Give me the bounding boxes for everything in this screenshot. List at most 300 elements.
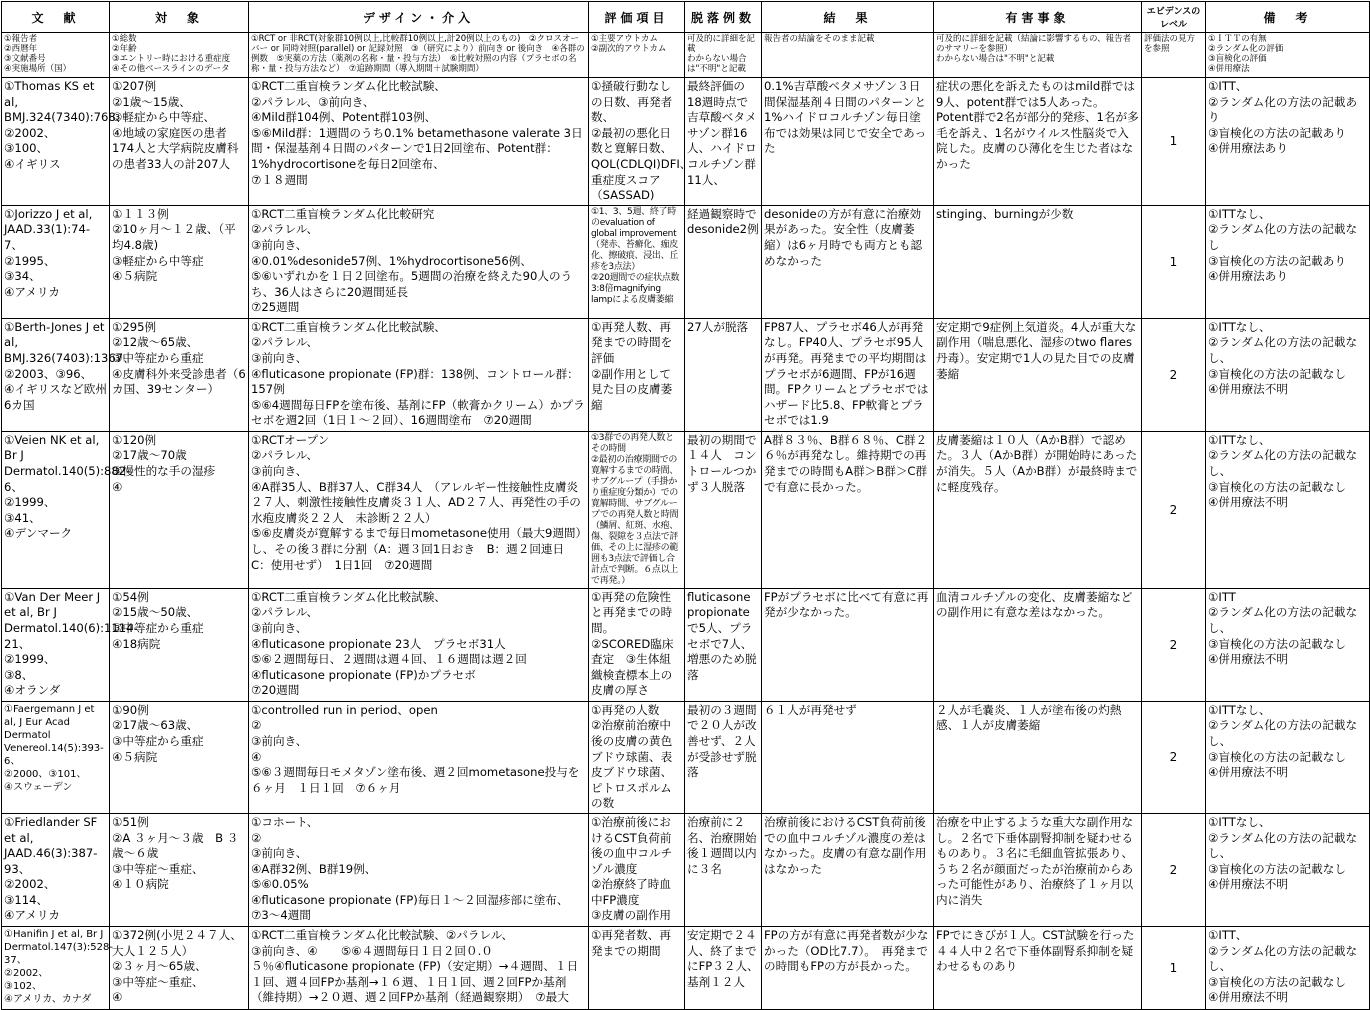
cell-line: ②パラレル、③前向き、 bbox=[251, 94, 375, 109]
cell-line: ②ランダム化の方法の記載なし、 bbox=[1208, 605, 1358, 635]
cell-line: ②最初の治療期間での寛解するまでの時間、サブグループ（手掛かり重症度分類か）での寛解時間、サブグループでの再発人数と時間（鱗屑、紅斑、水疱、傷、裂隙を３点法で評価、その上に湿疹の範囲も3点法で評価し合計点で判断。６点以上で再発。） bbox=[591, 454, 679, 586]
cell-line: ③慢性的な手の湿疹 bbox=[112, 463, 216, 478]
cell-line: ④併用療法不明 bbox=[1208, 877, 1288, 892]
cell-line: ①コホート、 bbox=[251, 814, 319, 829]
col-header-dropout: 脱落例数 bbox=[685, 2, 762, 33]
cell-line: ④皮膚科外来受診患者（6カ国、39センター） bbox=[112, 366, 246, 397]
subheader-line: ①総数 bbox=[112, 34, 137, 44]
cell-line: ②17歳〜63歳、 bbox=[112, 718, 199, 733]
cell-line: ③中等症〜重症、 bbox=[112, 974, 204, 989]
design-cell bbox=[249, 431, 589, 588]
cell-line: 血清コルチゾルの変化、皮膚萎縮などの副作用に有意な差はなかった。 bbox=[936, 589, 1133, 620]
cell-line: ①120例 bbox=[112, 432, 157, 447]
cell-line: ③102、 bbox=[4, 980, 43, 992]
cell-line: ④アメリカ、カナダ bbox=[4, 993, 92, 1005]
level-cell: 2 bbox=[1142, 431, 1206, 588]
cell-line: ①RCT二重盲検ランダム化比較試験、②パラレル、 bbox=[251, 927, 514, 942]
cell-line: ①Friedlander SF et al, bbox=[4, 814, 102, 845]
cell-line: ①ITTなし、 bbox=[1208, 206, 1271, 221]
table-row bbox=[2, 813, 1370, 926]
subheader-line: ①主要アウトカム bbox=[591, 34, 658, 44]
cell-line: ③前向き、 bbox=[251, 620, 308, 635]
cell-line: ③盲検化の方法の記載なし bbox=[1208, 366, 1346, 381]
subheader-line: ②西暦年 bbox=[4, 44, 38, 54]
cell-line: 安定期で9症例上気道炎。4人が重大な副作用（喘息悪化、湿疹のtwo flares 丹毒）。安定期で1人の見た目での皮膚萎縮 bbox=[936, 319, 1137, 381]
cell-line: ④併用療法不明 bbox=[1208, 495, 1288, 510]
cell-line: ②最初の悪化日数と寛解日数、QOL(CDLQI)DFI、重症度スコア（SASSAD) bbox=[591, 125, 692, 203]
target-cell bbox=[110, 318, 249, 431]
cell-line: ② bbox=[251, 830, 262, 845]
cell-line: ①3群での再発人数とその時間 bbox=[591, 432, 674, 454]
cell-line: ③前向き、 bbox=[251, 350, 308, 365]
result-cell bbox=[762, 813, 934, 926]
cell-line: ③軽症から中等症、 bbox=[112, 110, 216, 125]
cell-line: ④ bbox=[112, 990, 123, 1005]
cell-line: fluticasone propionateで5人、プラセボで7人、増悪のため脱落 bbox=[687, 589, 757, 682]
cell-line: BMJ.324(7340):768、 bbox=[4, 110, 128, 125]
cell-line: ①再発の人数 bbox=[591, 702, 660, 717]
col-header-adverse: 有害事象 bbox=[934, 2, 1142, 33]
cell-line: ④１０病院 bbox=[112, 877, 169, 892]
adverse-cell bbox=[934, 701, 1142, 813]
cell-line: ①治療前後におけるCST負荷前後の血中コルチゾル濃度 bbox=[591, 814, 673, 876]
cell-line: ⑦25週間 bbox=[251, 300, 300, 315]
cell-line: 経過観察時でdesonide2例 bbox=[687, 206, 759, 237]
result-cell bbox=[762, 588, 934, 701]
cell-line: BMJ.326(7403):1367、 bbox=[4, 350, 135, 365]
ref-cell bbox=[2, 701, 110, 813]
cell-line: ①RCTオープン bbox=[251, 432, 330, 447]
cell-line: ①207例 bbox=[112, 79, 157, 93]
eval-cell bbox=[589, 588, 685, 701]
cell-line: ④併用療法不明 bbox=[1208, 382, 1288, 397]
cell-line: ①Thomas KS et al, bbox=[4, 79, 99, 109]
cell-line: ②ランダム化の方法の記載なし、 bbox=[1208, 830, 1358, 861]
design-cell bbox=[249, 318, 589, 431]
cell-line: ②ランダム化の方法の記載なし、 bbox=[1208, 448, 1358, 478]
cell-line: ③盲検化の方法の記載なし bbox=[1208, 861, 1346, 876]
design-cell bbox=[249, 926, 589, 1009]
cell-line: ④0.01%desonide57例、1%hydrocortisone56例、 bbox=[251, 253, 532, 268]
cell-line: ⑦１８週間 bbox=[251, 172, 308, 187]
level-cell: 2 bbox=[1142, 588, 1206, 701]
cell-line: ④イギリス bbox=[4, 156, 61, 171]
cell-line: ④ bbox=[112, 479, 123, 494]
subheader-cell bbox=[1206, 33, 1370, 78]
cell-line: ③前向き、 bbox=[251, 463, 308, 478]
level-cell: 1 bbox=[1142, 205, 1206, 318]
col-header-level: エビデンスのレベル bbox=[1142, 2, 1206, 33]
cell-line: ③盲検化の方法の記載なし bbox=[1208, 479, 1346, 494]
level-cell: 1 bbox=[1142, 926, 1206, 1009]
result-cell bbox=[762, 318, 934, 431]
target-cell bbox=[110, 813, 249, 926]
adverse-cell bbox=[934, 431, 1142, 588]
cell-line: ⑤⑥いずれかを１日２回塗布。5週間の治療を終えた90人のうち、36人はさらに20週間延長 bbox=[251, 269, 573, 299]
subheader-cell bbox=[589, 33, 685, 78]
cell-line: 27人が脱落 bbox=[687, 319, 749, 334]
cell-line: ④併用療法あり bbox=[1208, 269, 1288, 284]
subheader-line: 評価法の見方を参照 bbox=[1144, 34, 1196, 54]
cell-line: FPでにきびが１人。CST試験を行った４４人中２名で下垂体副腎系抑制を疑わせるものあり bbox=[936, 927, 1135, 974]
cell-line: ①再発人数、再発までの時間を評価 bbox=[591, 319, 673, 365]
result-cell bbox=[762, 205, 934, 318]
cell-line: ②17歳〜70歳 bbox=[112, 448, 187, 463]
eval-cell bbox=[589, 318, 685, 431]
subheader-line: わからない場合は"不明"と記載 bbox=[936, 54, 1055, 64]
cell-line: ②治療前治療中後の皮膚の黄色ブドウ球菌、表皮ブドウ球菌、ピトロスポルムの数 bbox=[591, 718, 673, 811]
cell-line: ③中等症から重症 bbox=[112, 733, 204, 748]
cell-line: ③8、 bbox=[4, 667, 34, 682]
cell-line: ②A ３ヶ月〜３歳 B ３歳〜６歳 bbox=[112, 830, 239, 861]
cell-line: ③盲検化の方法の記載あり bbox=[1208, 253, 1346, 268]
cell-line: ①RCT二重盲検ランダム化比較研究 bbox=[251, 206, 435, 221]
note-cell bbox=[1206, 588, 1370, 701]
cell-line: ①Van Der Meer J et al, Br J Dermatol.140(6):1114-21、 bbox=[4, 589, 138, 651]
cell-line: ①ITTなし、 bbox=[1208, 814, 1271, 829]
cell-line: ④併用療法不明 bbox=[1208, 990, 1288, 1005]
cell-line: ⑦20週間 bbox=[251, 683, 300, 698]
subheader-line: ②ランダム化の評価 bbox=[1208, 44, 1284, 54]
note-cell bbox=[1206, 813, 1370, 926]
cell-line: ④併用療法不明 bbox=[1208, 765, 1288, 780]
cell-line: ③盲検化の方法の記載あり bbox=[1208, 125, 1346, 140]
result-cell bbox=[762, 926, 934, 1009]
cell-line: ⑦3〜4週間 bbox=[251, 908, 311, 923]
cell-line: ①372例(小児２４７人、大人１２５人） bbox=[112, 927, 242, 958]
cell-line: ②2002、 bbox=[4, 967, 49, 979]
design-cell bbox=[249, 205, 589, 318]
cell-line: 皮膚萎縮は１０人（AかB群）で認めた。３人（AかB群）が開始時にあったが消失。５人（AかB群）が最終時までに軽度残存。 bbox=[936, 432, 1138, 494]
cell-line: ②2002、 bbox=[4, 125, 56, 140]
subheader-row bbox=[2, 33, 1370, 78]
subheader-line: わからない場合は"不明"と記載 bbox=[687, 54, 747, 74]
cell-line: FP87人、プラセボ46人が再発なし。FP40人、プラセボ95人が再発。再発までの平均期間はプラセボが6週間、FPが16週間。FPクリームとプラセボではハザード比5.8、FP軟膏とプラセボでは1.9 bbox=[764, 319, 929, 428]
cell-line: ①RCT二重盲検ランダム化比較試験、 bbox=[251, 319, 446, 334]
cell-line: ④アメリカ bbox=[4, 908, 60, 923]
cell-line: ④５病院 bbox=[112, 749, 158, 764]
cell-line: ①1、3、5週、終了時のevaluation of global improvement（発赤、苔癬化、痂皮化、擦破痕、浸出、丘疹を3点法） bbox=[591, 206, 679, 272]
cell-line: ③前向き、 bbox=[251, 237, 308, 252]
cell-line: ③盲検化の方法の記載なし bbox=[1208, 749, 1346, 764]
cell-line: JAAD.46(3):387-93、 bbox=[4, 846, 98, 876]
eval-cell bbox=[589, 701, 685, 813]
ref-cell bbox=[2, 205, 110, 318]
eval-cell bbox=[589, 813, 685, 926]
cell-line: ④アメリカ bbox=[4, 284, 60, 299]
cell-line: ③114、 bbox=[4, 892, 49, 907]
cell-line: ④fluticasone propionate (FP)かプラセボ bbox=[251, 667, 476, 682]
level-cell: 1 bbox=[1142, 78, 1206, 206]
note-cell bbox=[1206, 78, 1370, 206]
cell-line: FPの方が有意に再発者数が少なかった（OD比7.7）。 再発までの時間もFPの方が長かった。 bbox=[764, 927, 929, 974]
subheader-cell bbox=[110, 33, 249, 78]
adverse-cell bbox=[934, 926, 1142, 1009]
cell-line: ①ITT、 bbox=[1208, 79, 1248, 93]
subheader-line: ①ＩＴＴの有無 bbox=[1208, 34, 1267, 44]
cell-line: ①Faergemann J et al, J Eur Acad Dermatol Venereol.14(5):393-6、 bbox=[4, 703, 104, 767]
cell-line: 最初の期間で１４人 コントロールつかず３人脱落 bbox=[687, 432, 757, 494]
result-cell bbox=[762, 431, 934, 588]
dropout-cell bbox=[685, 78, 762, 206]
evidence-table bbox=[1, 1, 1370, 1010]
subheader-line: ①RCT or 非RCT(対象群10例以上,比較群10例以上,計20例以上のもの) ②クロスオーバー or 同時対照(parallel) or 記録対照 ③（研究により）前向き or 後向き ④各群の例数 ⑤実薬の方法（薬剤の名称・量・投与方法） ⑥比較対照の内容（プラセボの名称・量・投与方法など） ⑦追跡期間（導入期間＋試験期間） bbox=[251, 34, 585, 74]
subheader-line: ②副次的アウトカム bbox=[591, 44, 667, 54]
cell-line: ④A群32例、B群19例、 bbox=[251, 861, 377, 876]
cell-line: ⑤⑥4週間毎日FPを塗布後、基剤にFP（軟膏かクリーム）かプラセボを週2回（1日１〜２回）、16週間塗布 ⑦20週間 bbox=[251, 397, 585, 428]
cell-line: ④18病院 bbox=[112, 636, 161, 651]
dropout-cell bbox=[685, 813, 762, 926]
cell-line: 治療を中止するような重大な副作用なし。２名で下垂体副腎抑制を疑わせるものあり。３名に毛細血管拡張あり、うち２名が顔面だったが治療前からあった可能性があり、治療終了１ヶ月以内に消失 bbox=[936, 814, 1134, 907]
cell-line: ①51例 bbox=[112, 814, 149, 829]
cell-line: ③軽症から中等症 bbox=[112, 253, 204, 268]
cell-line: ②治療終了時血中FP濃度 bbox=[591, 877, 671, 907]
cell-line: FPがプラセボに比べて有意に再発が少なかった。 bbox=[764, 589, 929, 620]
cell-line: ⑤⑥皮膚炎が寛解するまで毎日mometasone使用（最大9週間）し、その後３群に分割（A：週３回1日おき B：週２回連日 C：使用せず） 1日1回 ⑦20週間 bbox=[251, 526, 582, 572]
cell-line: ④fluticasone propionate (FP)群：138例、コントロール群：157例 bbox=[251, 366, 579, 397]
table-row bbox=[2, 588, 1370, 701]
cell-line: ①295例 bbox=[112, 319, 157, 334]
cell-line: ①54例 bbox=[112, 589, 149, 604]
result-cell bbox=[762, 701, 934, 813]
cell-line: ①ITTなし、 bbox=[1208, 702, 1271, 717]
cell-line: ③中等症から重症 bbox=[112, 350, 204, 365]
cell-line: desonideの方が有意に治療効果があった。安全性（皮膚萎縮）は6ヶ月時でも両方とも認めなかった bbox=[764, 206, 923, 268]
note-cell bbox=[1206, 205, 1370, 318]
cell-line: ③41、 bbox=[4, 510, 41, 525]
cell-line: ②1歳〜15歳、 bbox=[112, 94, 191, 109]
col-header-result: 結 果 bbox=[762, 2, 934, 33]
subheader-line: 報告者の結論をそのまま記載 bbox=[764, 34, 875, 44]
col-header-target: 対 象 bbox=[110, 2, 249, 33]
note-cell bbox=[1206, 318, 1370, 431]
cell-line: ④デンマーク bbox=[4, 526, 73, 541]
target-cell bbox=[110, 926, 249, 1009]
subheader-cell bbox=[934, 33, 1142, 78]
target-cell bbox=[110, 78, 249, 206]
header-row bbox=[2, 2, 1370, 33]
design-cell bbox=[249, 701, 589, 813]
cell-line: ①RCT二重盲検ランダム化比較試験、 bbox=[251, 589, 446, 604]
eval-cell bbox=[589, 431, 685, 588]
cell-line: ①ITTなし、 bbox=[1208, 319, 1271, 334]
cell-line: ⑤⑥0.05% bbox=[251, 877, 309, 892]
cell-line: 最終評価の18週時点で吉草酸ベタメサゾン群16人、ハイドロコルチゾン群11人、 bbox=[687, 79, 757, 187]
cell-line: ④A群35人、B群37人、C群34人 （アレルギー性接触性皮膚炎２７人、刺激性接触性皮膚炎３１人、AD２７人、再発性の手の水疱皮膚炎２２人 未診断２２人） bbox=[251, 479, 581, 525]
table-row bbox=[2, 701, 1370, 813]
cell-line: ④イギリスなど欧州6カ国 bbox=[4, 382, 107, 412]
cell-line: ④併用療法不明 bbox=[1208, 652, 1288, 667]
cell-line: ②1999、 bbox=[4, 495, 56, 510]
cell-line: ②10ヶ月〜１２歳、（平均4.8歳) bbox=[112, 222, 236, 252]
cell-line: stinging、burningが少数 bbox=[936, 206, 1074, 221]
cell-line: ①ITT、 bbox=[1208, 927, 1248, 942]
subheader-line: ②年齢 bbox=[112, 44, 137, 54]
cell-line: Br J Dermatol.140(5):882-6、 bbox=[4, 448, 131, 494]
subheader-line: ④その他ベースラインのデータ bbox=[112, 64, 230, 74]
cell-line: ６１人が再発せず bbox=[764, 702, 857, 717]
cell-line: ①90例 bbox=[112, 702, 149, 717]
cell-line: ①Hanifin J et al, Br J Dermatol.147(3):528-37、 bbox=[4, 928, 113, 966]
table-row bbox=[2, 318, 1370, 431]
subheader-line: 可及的に詳細を記載（結論に影響するもの、報告者のサマリーを参照） bbox=[936, 34, 1132, 54]
eval-cell bbox=[589, 926, 685, 1009]
cell-line: ④Mild群104例、Potent群103例、 bbox=[251, 110, 437, 125]
design-cell bbox=[249, 813, 589, 926]
cell-line: ②３ヶ月〜65歳、 bbox=[112, 959, 207, 974]
cell-line: ①Jorizzo J et al, bbox=[4, 206, 93, 221]
adverse-cell bbox=[934, 588, 1142, 701]
ref-cell bbox=[2, 78, 128, 206]
level-cell: 2 bbox=[1142, 701, 1206, 813]
cell-line: ②2002、 bbox=[4, 877, 56, 892]
subheader-cell bbox=[685, 33, 762, 78]
cell-line: ④オランダ bbox=[4, 683, 61, 698]
cell-line: 治療前後におけるCST負荷前後での血中コルチゾル濃度の差はなかった。皮膚の有意な副作用はなかった bbox=[764, 814, 927, 876]
cell-line: ②パラレル、 bbox=[251, 222, 319, 237]
cell-line: JAAD.33(1):74-7、 bbox=[4, 222, 91, 252]
eval-cell bbox=[589, 205, 685, 318]
note-cell bbox=[1206, 431, 1370, 588]
subheader-line: ①報告者 bbox=[4, 34, 38, 44]
subheader-line: 可及的に詳細を記載 bbox=[687, 34, 756, 54]
cell-line: ③盲検化の方法の記載なし bbox=[1208, 974, 1346, 989]
cell-line: 治療前に２名、治療開始後１週間以内に３名 bbox=[687, 814, 757, 876]
cell-line: ②ランダム化の方法の記載なし、 bbox=[1208, 718, 1358, 748]
col-header-design: デザイン・介入 bbox=[249, 2, 589, 33]
ref-cell bbox=[2, 926, 113, 1009]
subheader-line: ③文献番号 bbox=[4, 54, 46, 64]
cell-line: ③中等症〜重症、 bbox=[112, 861, 204, 876]
cell-line: ②ランダム化の方法の記載なし、 bbox=[1208, 943, 1358, 974]
dropout-cell bbox=[685, 588, 762, 701]
table-row bbox=[2, 205, 1370, 318]
cell-line: ⑤⑥Mild群：1週間のうち0.1% betamethasone valerate 3日間・保湿基剤４日間のパターンで1日2回塗布、Potent群：1%hydrocortisoneを毎日2回塗布、 bbox=[251, 125, 583, 171]
cell-line: ③盲検化の方法の記載なし bbox=[1208, 636, 1346, 651]
cell-line: ①再発者数、再発までの期間 bbox=[591, 927, 671, 958]
cell-line: ② bbox=[251, 718, 262, 733]
subheader-cell bbox=[1142, 33, 1206, 78]
note-cell bbox=[1206, 926, 1370, 1009]
note-cell bbox=[1206, 701, 1370, 813]
cell-line: ③皮膚の副作用 bbox=[591, 908, 671, 923]
cell-line: 症状の悪化を訴えたものはmild群では9人、potent群では5人あった。Potent群で2名が部分的発疹、1名が多毛を訴え、1名がウイルス性脳炎で入院した。皮膚のひ薄化を生じた者はなかった bbox=[936, 79, 1139, 171]
dropout-cell bbox=[685, 431, 762, 588]
cell-line: 安定期で２４人、終了までにFP３２人、基剤１２人 bbox=[687, 927, 759, 989]
cell-line: ①Berth-Jones J et al, bbox=[4, 319, 109, 350]
cell-line: ⑤⑥２週間毎日、２週間は週４回、１６週間は週２回 bbox=[251, 652, 527, 667]
cell-line: ①掻破行動なしの日数、再発者数、 bbox=[591, 79, 673, 125]
target-cell bbox=[110, 588, 249, 701]
cell-line: ③中等症から重症 bbox=[112, 620, 204, 635]
cell-line: ①ITTなし、 bbox=[1208, 432, 1271, 447]
cell-line: ③34、 bbox=[4, 269, 41, 284]
ref-cell bbox=[2, 813, 110, 926]
cell-line: ③100、 bbox=[4, 141, 49, 156]
adverse-cell bbox=[934, 205, 1142, 318]
subheader-cell bbox=[249, 33, 589, 78]
cell-line: ①RCT二重盲検ランダム化比較試験、 bbox=[251, 79, 446, 93]
table-row bbox=[2, 431, 1370, 588]
dropout-cell bbox=[685, 926, 762, 1009]
dropout-cell bbox=[685, 205, 762, 318]
cell-line: ②パラレル、 bbox=[251, 605, 319, 620]
cell-line: ③前向き、 bbox=[251, 846, 308, 861]
cell-line: ②15歳〜50歳、 bbox=[112, 605, 199, 620]
col-header-note: 備 考 bbox=[1206, 2, 1370, 33]
cell-line: ④スウェーデン bbox=[4, 781, 73, 793]
cell-line: ②パラレル、 bbox=[251, 335, 319, 350]
cell-line: ②20週間での症状点数3:8倍magnifying lampによる皮膚萎縮 bbox=[591, 272, 680, 305]
cell-line: ④５病院 bbox=[112, 269, 158, 284]
level-cell: 2 bbox=[1142, 813, 1206, 926]
dropout-cell bbox=[685, 318, 762, 431]
cell-line: 0.1%吉草酸ベタメサゾン３日間保湿基剤４日間のパターンと1%ハイドロコルチゾン毎日塗布では効果は同じで安全であった bbox=[764, 79, 927, 156]
cell-line: ②SCORED臨床査定 ③生体組織検査標本上の皮膚の厚さ bbox=[591, 636, 674, 698]
subheader-line: ③エントリー時における重症度 bbox=[112, 54, 231, 64]
subheader-line: ③盲検化の評価 bbox=[1208, 54, 1267, 64]
target-cell bbox=[110, 431, 249, 588]
cell-line: ②ランダム化の方法の記載あり bbox=[1208, 94, 1358, 125]
cell-line: ２人が毛嚢炎、１人が塗布後の灼熱感、１人が皮膚萎縮 bbox=[936, 702, 1122, 733]
cell-line: ②副作用として見た目の皮膚萎縮 bbox=[591, 366, 673, 412]
subheader-line: ④併用療法 bbox=[1208, 64, 1250, 74]
cell-line: ④地域の家庭医の患者174人と大学病院皮膚科の患者33人の計207人 bbox=[112, 125, 239, 171]
design-cell bbox=[249, 588, 589, 701]
ref-cell bbox=[2, 431, 131, 588]
level-cell: 2 bbox=[1142, 318, 1206, 431]
cell-line: ①再発の危険性と再発までの時間。 bbox=[591, 589, 673, 635]
cell-line: ①controlled run in period、open bbox=[251, 702, 438, 717]
adverse-cell bbox=[934, 813, 1142, 926]
cell-line: ②2000、③101、 bbox=[4, 768, 87, 780]
table-row bbox=[2, 926, 1370, 1009]
cell-line: ⑤⑥３週間毎日モメタゾン塗布後、週２回mometasone投与を６ヶ月 １日１回 ⑦６ヶ月 bbox=[251, 765, 580, 795]
cell-line: ②2003、③96、 bbox=[4, 366, 93, 381]
cell-line: ②1999、 bbox=[4, 652, 56, 667]
col-header-eval: 評価項目 bbox=[589, 2, 685, 33]
table-row bbox=[2, 78, 1370, 206]
dropout-cell bbox=[685, 701, 762, 813]
cell-line: 最初の３週間で２０人が改善せず、２人が受診せず脱落 bbox=[687, 702, 757, 780]
cell-line: ③前向き、④ ⑤⑥４週間毎日１日２回０.０５％④fluticasone propionate (FP)（安定期）→４週間、１日１回、週４回FPか基剤→１６週、１日１回、週２回FPか基剤（維持期）→２０週、週２回FPか基剤（経過観察期） ⑦最大 bbox=[251, 943, 579, 1005]
eval-cell bbox=[589, 78, 692, 206]
cell-line: ①１１３例 bbox=[112, 206, 169, 221]
cell-line: ④fluticasone propionate 23人 プラセボ31人 bbox=[251, 636, 506, 651]
adverse-cell bbox=[934, 318, 1142, 431]
cell-line: ②ランダム化の方法の記載なし bbox=[1208, 222, 1358, 252]
cell-line: ③前向き、 bbox=[251, 733, 308, 748]
col-header-ref: 文 献 bbox=[2, 2, 110, 33]
cell-line: ④ bbox=[251, 749, 262, 764]
cell-line: A群８３％、B群６８％、C群２６％が再発なし。維持期での再発までの時間もA群＞B群＞C群で有意に長かった。 bbox=[764, 432, 928, 494]
result-cell bbox=[762, 78, 934, 206]
design-cell bbox=[249, 78, 589, 206]
subheader-cell bbox=[2, 33, 110, 78]
target-cell bbox=[110, 205, 249, 318]
adverse-cell bbox=[934, 78, 1142, 206]
subheader-line: ④実施場所（国） bbox=[4, 64, 72, 74]
cell-line: ②1995、 bbox=[4, 253, 56, 268]
cell-line: ②12歳〜65歳、 bbox=[112, 335, 199, 350]
cell-line: ①Veien NK et al, bbox=[4, 432, 100, 447]
cell-line: ②ランダム化の方法の記載なし、 bbox=[1208, 335, 1358, 365]
cell-line: ④fluticasone propionate (FP)毎日１〜２回湿疹部に塗布、 bbox=[251, 892, 569, 907]
target-cell bbox=[110, 701, 249, 813]
cell-line: ④併用療法あり bbox=[1208, 141, 1288, 156]
cell-line: ①ITT bbox=[1208, 589, 1236, 604]
cell-line: ②パラレル、 bbox=[251, 448, 319, 463]
